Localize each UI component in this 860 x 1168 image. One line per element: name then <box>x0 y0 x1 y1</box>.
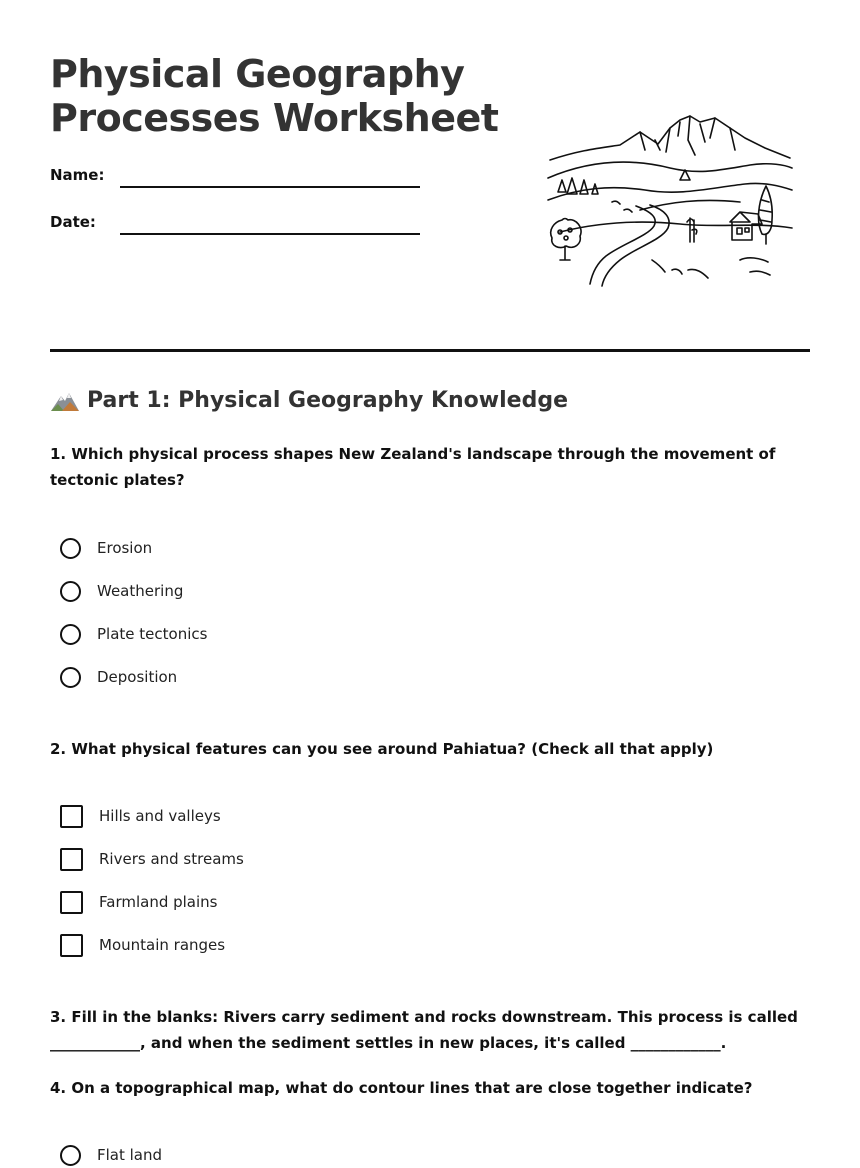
checkbox[interactable] <box>60 934 83 957</box>
name-field[interactable] <box>120 186 420 188</box>
option-label: Mountain ranges <box>99 936 226 954</box>
option-label: Rivers and streams <box>99 850 244 868</box>
landscape-illustration-icon <box>540 110 800 290</box>
q4-option-flat-land[interactable] <box>60 1142 162 1168</box>
section-divider <box>50 349 810 352</box>
option-label: Deposition <box>97 668 178 686</box>
part1-title: Part 1: Physical Geography Knowledge <box>87 388 568 413</box>
mountain-icon <box>50 389 80 413</box>
checkbox[interactable] <box>60 848 83 871</box>
q2-option-farmland-plains[interactable] <box>60 889 217 915</box>
question-1: 1. Which physical process shapes New Zealand's landscape through the movement of tectonic plates? <box>50 445 776 489</box>
q2-option-hills-valleys[interactable] <box>60 803 221 829</box>
worksheet-title <box>50 52 498 140</box>
option-label: Flat land <box>97 1146 163 1164</box>
q1-option-plate-tectonics[interactable] <box>60 621 207 647</box>
date-label: Date: <box>50 213 96 231</box>
title-line-1: Physical Geography <box>50 52 465 96</box>
q1-option-weathering[interactable] <box>60 578 183 604</box>
name-label: Name: <box>50 166 105 184</box>
radio-button[interactable] <box>60 581 81 602</box>
title-line-2: Processes Worksheet <box>50 96 499 140</box>
checkbox[interactable] <box>60 891 83 914</box>
radio-button[interactable] <box>60 538 81 559</box>
question-3: 3. Fill in the blanks: Rivers carry sediment and rocks downstream. This process is called ____________, and when the sediment settles in new places, it's called ____________. <box>50 1008 798 1052</box>
q2-option-rivers-streams[interactable] <box>60 846 244 872</box>
option-label: Weathering <box>97 582 184 600</box>
q2-option-mountain-ranges[interactable] <box>60 932 225 958</box>
radio-button[interactable] <box>60 624 81 645</box>
option-label: Hills and valleys <box>99 807 221 825</box>
option-label: Plate tectonics <box>97 625 208 643</box>
option-label: Farmland plains <box>99 893 218 911</box>
radio-button[interactable] <box>60 667 81 688</box>
question-2: 2. What physical features can you see around Pahiatua? (Check all that apply) <box>50 740 714 758</box>
option-label: Erosion <box>97 539 153 557</box>
date-field[interactable] <box>120 233 420 235</box>
part1-heading <box>50 388 568 413</box>
q1-option-deposition[interactable] <box>60 664 177 690</box>
checkbox[interactable] <box>60 805 83 828</box>
q1-option-erosion[interactable] <box>60 535 152 561</box>
radio-button[interactable] <box>60 1145 81 1166</box>
question-4: 4. On a topographical map, what do contour lines that are close together indicate? <box>50 1079 753 1097</box>
